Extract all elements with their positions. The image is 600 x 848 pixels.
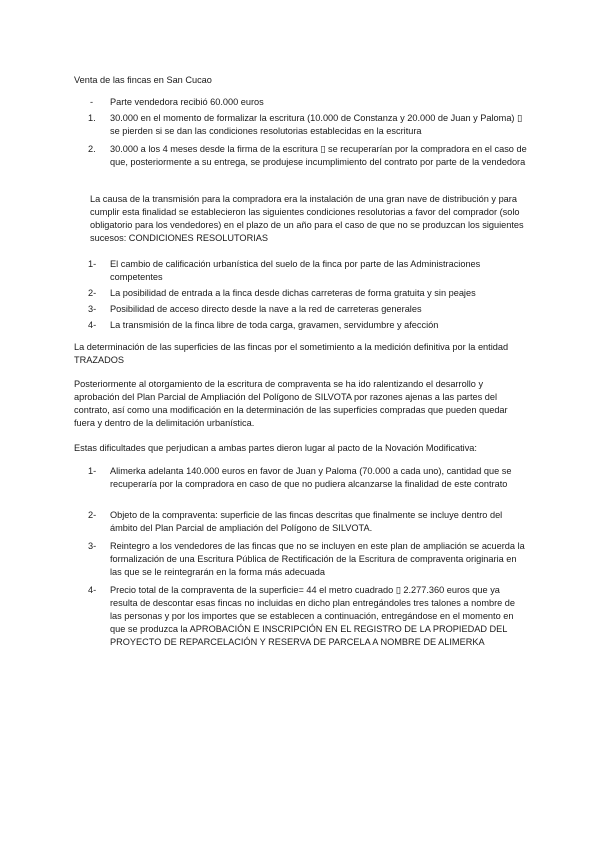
list-marker: 1- <box>88 466 97 476</box>
list-item-text: Reintegro a los vendedores de las fincas que no se incluyen en este plan de ampliación se acuerda la formalización de una Escritura Pública de Rectificación de la Escritura de compraventa originaria en las que se le reintegrarán en la forma más adecuada <box>110 541 525 577</box>
novation-item <box>88 465 528 504</box>
sale-item <box>88 143 528 182</box>
condition-item <box>88 258 528 284</box>
later-paragraph: Posteriormente al otorgamiento de la escritura de compraventa se ha ido ralentizando el desarrollo y aprobación del Plan Parcial de Ampliación del Polígono de SILVOTA por razones ajenas a las partes del contrato, así como una modificación en la determinación de las superficies compradas que pueden quedar fuera y dentro de la delimitación urbanística. <box>74 379 508 428</box>
sale-list <box>88 96 528 182</box>
list-item-text: La transmisión de la finca libre de toda carga, gravamen, servidumbre y afección <box>110 320 439 330</box>
novation-item <box>88 540 528 579</box>
list-item-text: Precio total de la compraventa de la superficie= 44 el metro cuadrado ▯ 2.277.360 euros que ya resulta de descontar esas fincas no incluidas en dicho plan entregándoles tres talones a nombre de las personas y por los importes que se establecen a continuación, entregándose en el momento en que se produzca la APROBACIÓN E INSCRIPCIÓN EN EL REGISTRO DE LA PROPIEDAD DEL PROYECTO DE REPARCELACIÓN Y RESERVA DE PARCELA A NOMBRE DE ALIMERKA <box>110 585 516 647</box>
list-item-text: La posibilidad de entrada a la finca desde dichas carreteras de forma gratuita y sin peajes <box>110 288 476 298</box>
sale-item <box>90 96 528 109</box>
list-item-text: Objeto de la compraventa: superficie de las fincas descritas que finalmente se incluye dentro del ámbito del Plan Parcial de ampliación del Polígono de SILVOTA. <box>110 510 503 533</box>
difficulties-paragraph: Estas dificultades que perjudican a ambas partes dieron lugar al pacto de la Novación Modificativa: <box>74 443 477 453</box>
cause-paragraph: La causa de la transmisión para la compradora era la instalación de una gran nave de distribución y para cumplir esta finalidad se establecieron las siguientes condiciones resolutorias a favor del comprador (solo obligatorio para los vendedores) en el plazo de un año para el caso de que no se produzcan los siguientes sucesos: CONDICIONES RESOLUTORIAS <box>90 194 524 243</box>
condition-item <box>88 287 528 300</box>
novation-item <box>88 509 528 535</box>
list-marker: 3- <box>88 541 97 551</box>
list-marker: - <box>90 97 94 107</box>
list-item-text: El cambio de calificación urbanística del suelo de la finca por parte de las Administraciones competentes <box>110 259 481 282</box>
conditions-list <box>88 258 528 332</box>
list-marker: 3- <box>88 304 97 314</box>
list-item-text: Alimerka adelanta 140.000 euros en favor de Juan y Paloma (70.000 a cada uno), cantidad que se recuperaría por la compradora en caso de que no pudiera alcanzarse la finalidad de este contrato <box>110 466 512 489</box>
list-item-text: 30.000 a los 4 meses desde la firma de la escritura ▯ se recuperarían por la compradora en el caso de que, posteriormente a su entrega, se produjese incumplimiento del contrato por parte de la vendedora <box>110 144 527 167</box>
novation-item <box>88 584 528 662</box>
list-marker: 4- <box>88 585 97 595</box>
condition-item <box>88 319 528 332</box>
sale-item <box>88 112 528 138</box>
list-item-text: Parte vendedora recibió 60.000 euros <box>110 97 264 107</box>
list-marker: 1. <box>88 113 96 123</box>
list-marker: 2- <box>88 288 97 298</box>
list-marker: 4- <box>88 320 97 330</box>
list-marker: 2. <box>88 144 96 154</box>
condition-item <box>88 303 528 316</box>
list-marker: 1- <box>88 259 97 269</box>
surface-paragraph: La determinación de las superficies de las fincas por el sometimiento a la medición definitiva por la entidad TRAZADOS <box>74 342 509 365</box>
document-title: Venta de las fincas en San Cucao <box>74 75 212 85</box>
novation-list <box>88 465 528 662</box>
list-item-text: Posibilidad de acceso directo desde la nave a la red de carreteras generales <box>110 304 422 314</box>
list-item-text: 30.000 en el momento de formalizar la escritura (10.000 de Constanza y 20.000 de Juan y Paloma) ▯ se pierden si se dan las condiciones resolutorias establecidas en la escritura <box>110 113 523 136</box>
list-marker: 2- <box>88 510 97 520</box>
